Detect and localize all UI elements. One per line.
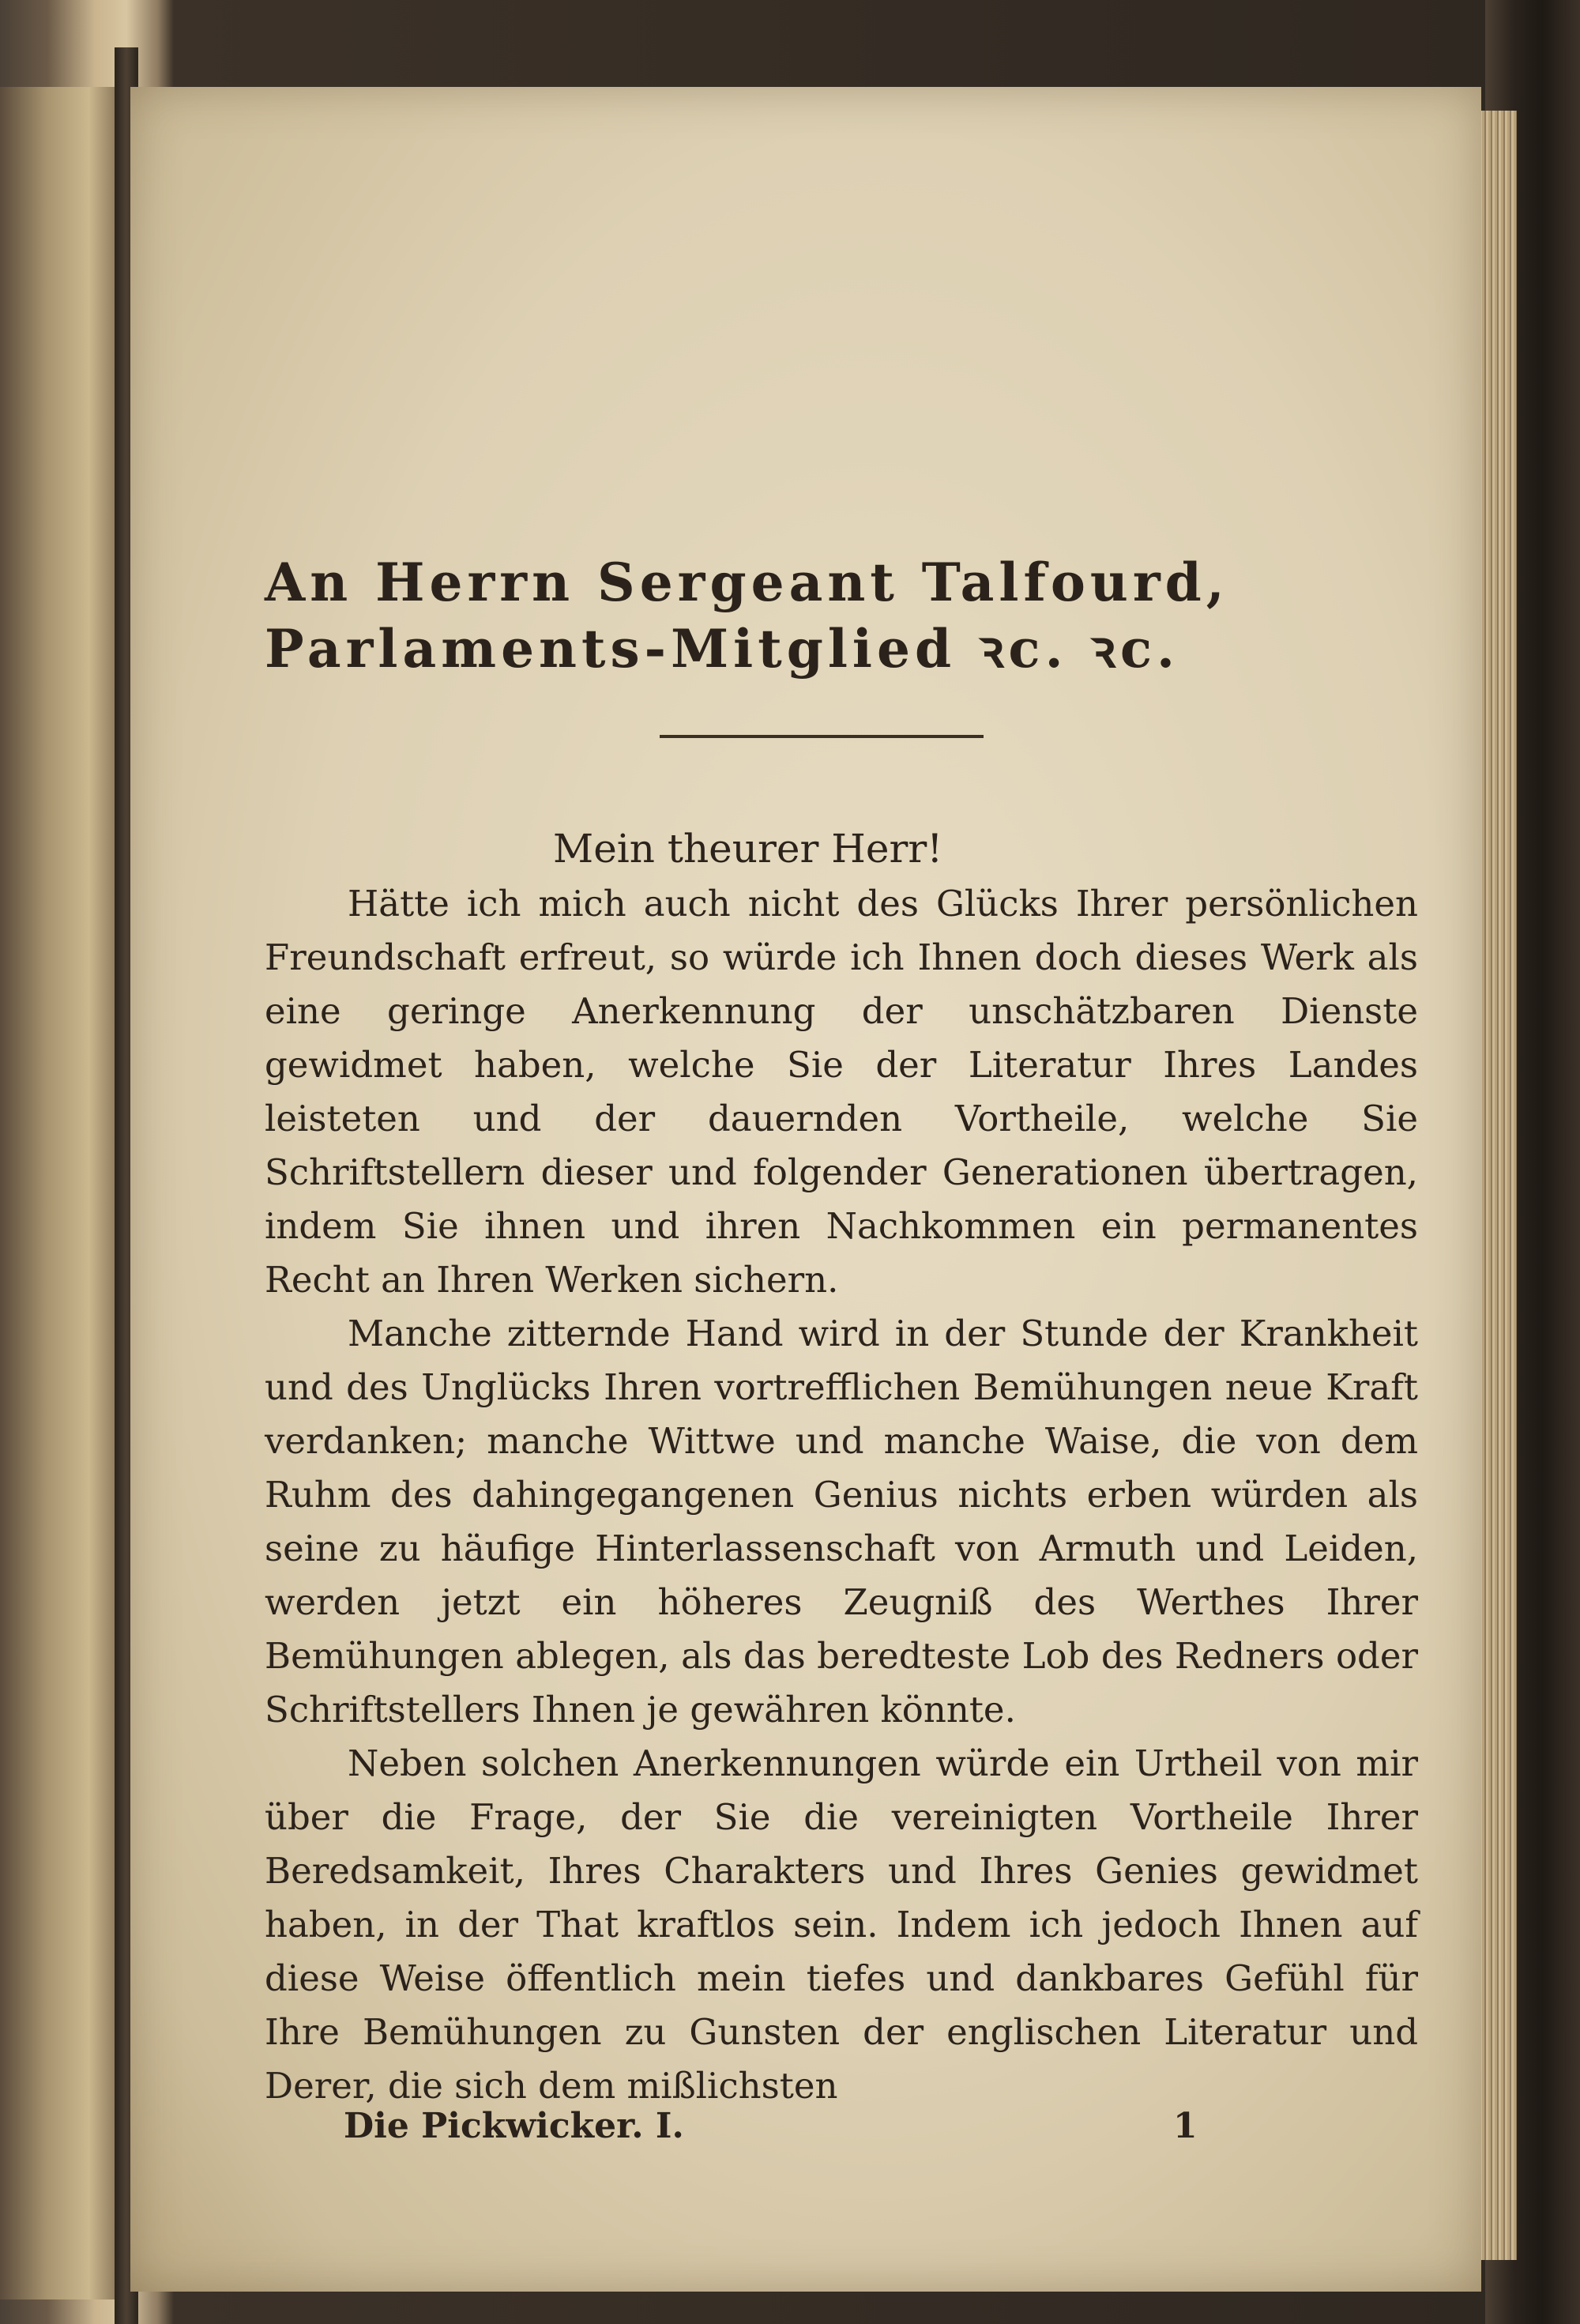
left-page-edge [0, 87, 118, 2300]
page-number: 1 [1173, 2106, 1198, 2146]
title-rule [660, 735, 984, 738]
dedication-body [265, 877, 1418, 2113]
signature-mark: Die Pickwicker. I. [344, 2106, 684, 2146]
paragraph-1: Hätte ich mich auch nicht des Glücks Ihrer persönlichen Freundschaft erfreut, so würde ich Ihnen doch dieses Werk als eine geringe Anerkennung der unschätzbaren Dienste gewidmet haben, welche Sie der Literatur Ihres Landes leisteten und der dauernden Vortheile, welche Sie Schriftstellern dieser und folgender Generationen übertragen, indem Sie ihnen und ihren Nachkommen ein permanentes Recht an Ihren Werken sichern. [265, 883, 1418, 1301]
paragraph-3: Neben solchen Anerkennungen würde ein Urtheil von mir über die Frage, der Sie die vereinigten Vortheile Ihrer Beredsamkeit, Ihres Charakters und Ihres Genies gewidmet haben, in der That kraftlos sein. Indem ich jedoch Ihnen auf diese Weise öffentlich mein tiefes und dankbares Gefühl für Ihre Bemühungen zu Gunsten der englischen Literatur und Derer, die sich dem mißlichsten [265, 1742, 1418, 2107]
salutation: Mein theurer Herr! [553, 826, 943, 872]
book-page [130, 87, 1481, 2292]
dedication-title: An Herrn Sergeant Talfourd, Parlaments-Mitglied ꝛc. ꝛc. [265, 552, 1229, 680]
paragraph-2: Manche zitternde Hand wird in der Stunde der Krankheit und des Unglücks Ihren vortrefflichen Bemühungen neue Kraft verdanken; manche Wittwe und manche Waise, die von dem Ruhm des dahingegangenen Genius nichts erben würden als seine zu häufige Hinterlassenschaft von Armuth und Leiden, werden jetzt ein höheres Zeugniß des Werthes Ihrer Bemühungen ablegen, als das beredteste Lob des Redners oder Schriftstellers Ihnen je gewähren könnte. [265, 1313, 1418, 1731]
